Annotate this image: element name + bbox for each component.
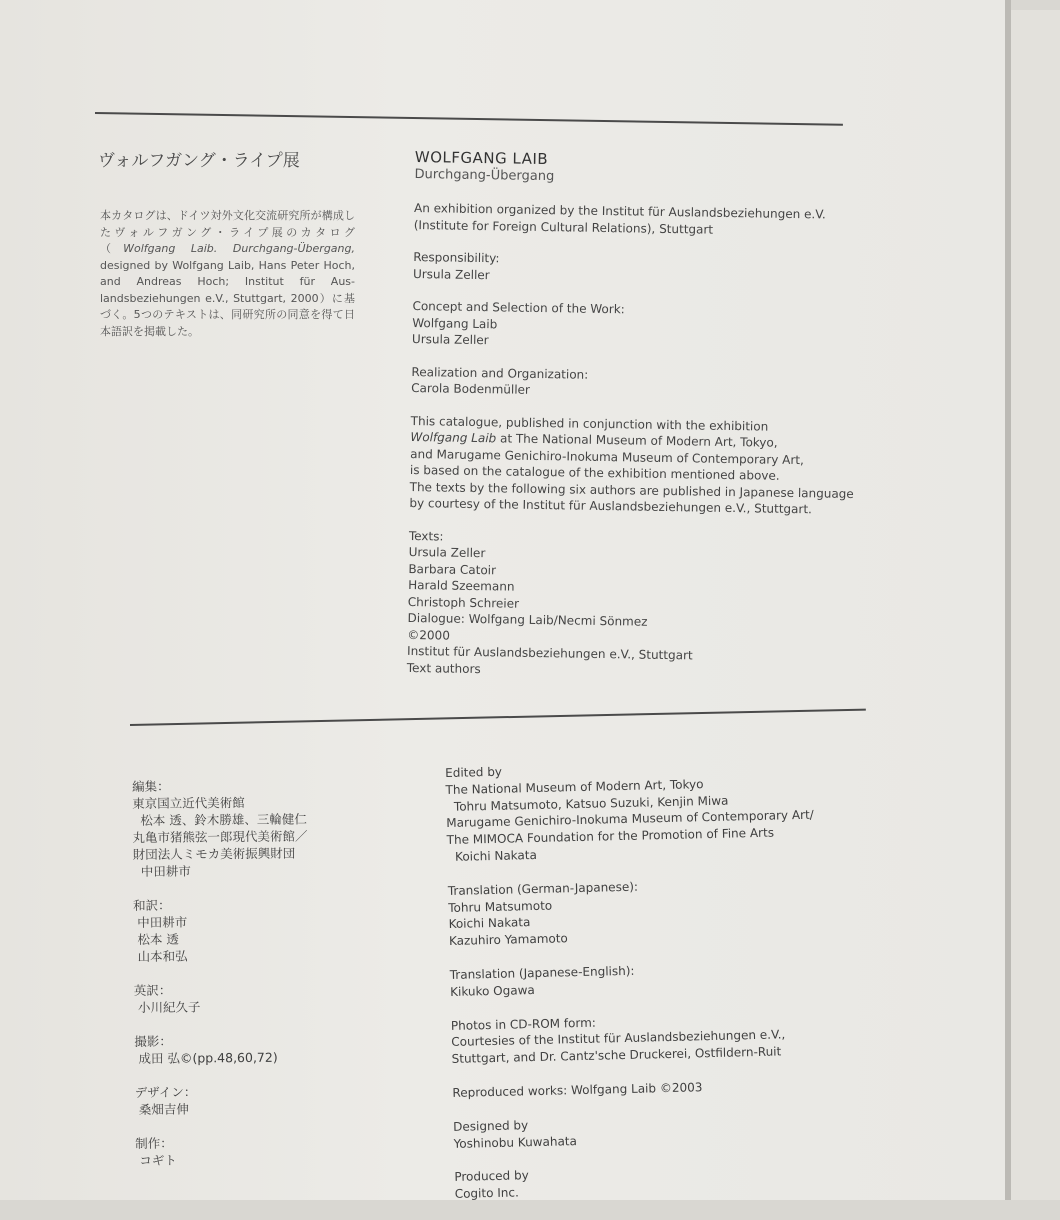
en-je-line: Kikuko Ogawa	[449, 982, 535, 999]
jp-design-label: デザイン：	[134, 1084, 197, 1100]
en-je-group	[450, 958, 851, 1001]
responsibility-label: Responsibility:	[413, 249, 500, 266]
en-edited-line: The National Museum of Modern Art, Tokyo	[445, 776, 704, 797]
jp-intro-line: を得て日本語訳を掲載した。	[100, 308, 356, 338]
en-edited-line: Koichi Nakata	[454, 847, 538, 864]
texts-item: Dialogue: Wolfgang Laib/Necmi Sönmez	[407, 610, 648, 629]
japanese-credits	[132, 776, 376, 1186]
en-edited-line: The MIMOCA Foundation for the Promotion of Fine Arts	[446, 825, 775, 848]
organizer-line: (Institute for Foreign Cultural Relations), Stuttgart	[413, 217, 714, 237]
jp-production-line: コギト	[139, 1152, 177, 1168]
english-column	[407, 148, 885, 683]
jp-intro-line: landsbeziehungen e.V., Stuttgart, 2000）に	[100, 291, 344, 305]
jp-photo-label: 撮影：	[134, 1033, 172, 1049]
en-photos-line: Stuttgart, and Dr. Cantz'sche Druckerei, Ostfildern-Ruit	[451, 1044, 782, 1067]
concept-name: Wolfgang Laib	[412, 315, 498, 331]
texts-label: Texts:	[408, 528, 444, 543]
texts-item: Harald Szeemann	[408, 577, 515, 594]
en-je-label: Translation (Japanese-English):	[449, 963, 635, 982]
en-produced-group	[454, 1160, 855, 1203]
jp-edit-line: 東京国立近代美術館	[132, 795, 245, 811]
en-edited-label: Edited by	[445, 764, 503, 780]
jp-edit-line: 松本 透、鈴木勝雄、三輪健仁	[140, 811, 307, 828]
exhibition-title: WOLFGANG LAIB	[414, 148, 549, 169]
concept-label: Concept and Selection of the Work:	[412, 298, 625, 317]
jp-english-line: 小川紀久子	[137, 999, 201, 1015]
jp-translation-line: 山本和弘	[137, 948, 188, 964]
jp-edit-line: 財団法人ミモカ美術振興財団	[132, 845, 296, 862]
realization-block	[411, 363, 881, 403]
texts-item: ©2000	[407, 627, 451, 643]
texts-item: Text authors	[406, 660, 481, 676]
exhibition-subtitle: Durchgang-Übergang	[414, 166, 555, 185]
jp-production-group	[135, 1133, 375, 1169]
organizer-block	[414, 200, 884, 240]
jp-english-label: 英訳：	[133, 982, 172, 998]
catalogue-note	[409, 412, 880, 518]
jp-translation-line: 松本 透	[137, 931, 179, 947]
jp-design-line: 桑畑吉伸	[138, 1101, 189, 1117]
jp-edit-label: 編集：	[132, 778, 170, 794]
catalogue-line: and Marugame Genichiro-Inokuma Museum of Contemporary Art,	[410, 446, 804, 467]
jp-intro-line: designed by Wolfgang Laib, Hans Peter	[100, 258, 320, 272]
en-gj-group	[448, 874, 849, 950]
en-produced-line: Cogito Inc.	[454, 1185, 519, 1202]
catalogue-line-rest: at The National Museum of Modern Art, Tokyo,	[496, 431, 778, 450]
texts-item: Barbara Catoir	[408, 561, 497, 577]
en-gj-line: Koichi Nakata	[448, 915, 531, 932]
jp-intro-line: 本カタログは、ドイツ対外文化交流研究所	[100, 209, 311, 222]
en-edited-line: Tohru Matsumoto, Katsuo Suzuki, Kenjin Miwa	[453, 793, 729, 814]
jp-photo-line: 成田 弘©(pp.48,60,72)	[138, 1049, 278, 1066]
responsibility-name: Ursula Zeller	[412, 266, 490, 282]
jp-intro-line: が構成したヴォルフガング・ライプ展のカタ	[100, 209, 356, 239]
en-gj-label: Translation (German-Japanese):	[447, 879, 639, 898]
en-designed-line: Yoshinobu Kuwahata	[453, 1133, 578, 1151]
exhibition-name: Wolfgang Laib	[410, 429, 497, 446]
jp-intro-line: 基づく。5つのテキストは、同研究所の同意	[100, 291, 355, 321]
jp-design-group	[135, 1082, 375, 1118]
en-designed-label: Designed by	[453, 1117, 529, 1134]
organizer-line: An exhibition organized by the Institut für Auslandsbeziehungen e.V.	[413, 200, 826, 222]
catalogue-line: is based on the catalogue of the exhibition mentioned above.	[409, 462, 780, 483]
texts-item: Institut für Auslandsbeziehungen e.V., Stuttgart	[406, 643, 693, 663]
en-designed-group	[453, 1110, 854, 1153]
catalogue-line: The texts by the following six authors are published in Japanese language	[409, 479, 854, 501]
en-reproduced-group	[452, 1076, 852, 1102]
japanese-intro	[100, 208, 355, 340]
en-edited-line: Marugame Genichiro-Inokuma Museum of Contemporary Art/	[446, 808, 814, 831]
en-photos-line: Courtesies of the Institut für Auslandsbeziehungen e.V.,	[451, 1027, 786, 1050]
japanese-title: ヴォルフガング・ライプ展	[98, 151, 300, 171]
jp-edit-line: 中田耕市	[140, 863, 191, 879]
en-gj-line: Kazuhiro Yamamoto	[448, 931, 568, 949]
responsibility-block	[413, 249, 883, 289]
jp-translation-label: 和訳：	[133, 897, 171, 913]
jp-photo-group	[134, 1031, 374, 1067]
concept-block	[412, 298, 883, 355]
texts-item: Christoph Schreier	[407, 594, 520, 611]
jp-edit-group	[132, 776, 373, 880]
jp-translation-line: 中田耕市	[137, 914, 188, 930]
texts-item: Ursula Zeller	[408, 544, 486, 561]
jp-translation-group	[133, 895, 374, 965]
en-edited-group	[445, 756, 847, 866]
jp-intro-line: ログ（	[100, 225, 355, 255]
realization-label: Realization and Organization:	[411, 364, 589, 382]
concept-name: Ursula Zeller	[411, 331, 489, 348]
en-reproduced-line: Reproduced works: Wolfgang Laib ©2003	[452, 1080, 703, 1100]
jp-english-group	[134, 980, 374, 1016]
catalogue-line: by courtesy of the Institut für Auslandsbeziehungen e.V., Stuttgart.	[409, 495, 813, 517]
en-gj-line: Tohru Matsumoto	[448, 898, 553, 915]
catalogue-line: This catalogue, published in conjunction with the exhibition	[410, 413, 769, 434]
en-photos-group	[451, 1008, 852, 1067]
english-credits	[445, 756, 855, 1220]
en-photos-label: Photos in CD-ROM form:	[450, 1015, 597, 1033]
adjacent-page	[1011, 10, 1060, 1200]
jp-intro-line: Wolfgang Laib. Durchgang-Übergang,	[123, 242, 355, 255]
en-produced-label: Produced by	[454, 1168, 529, 1185]
jp-edit-line: 丸亀市猪熊弦一郎現代美術館／	[132, 828, 308, 845]
realization-name: Carola Bodenmüller	[411, 380, 531, 397]
jp-production-label: 制作：	[135, 1135, 173, 1151]
jp-intro-line: Hoch, and Andreas Hoch; Institut für Aus-	[100, 258, 356, 288]
texts-block	[407, 527, 879, 683]
